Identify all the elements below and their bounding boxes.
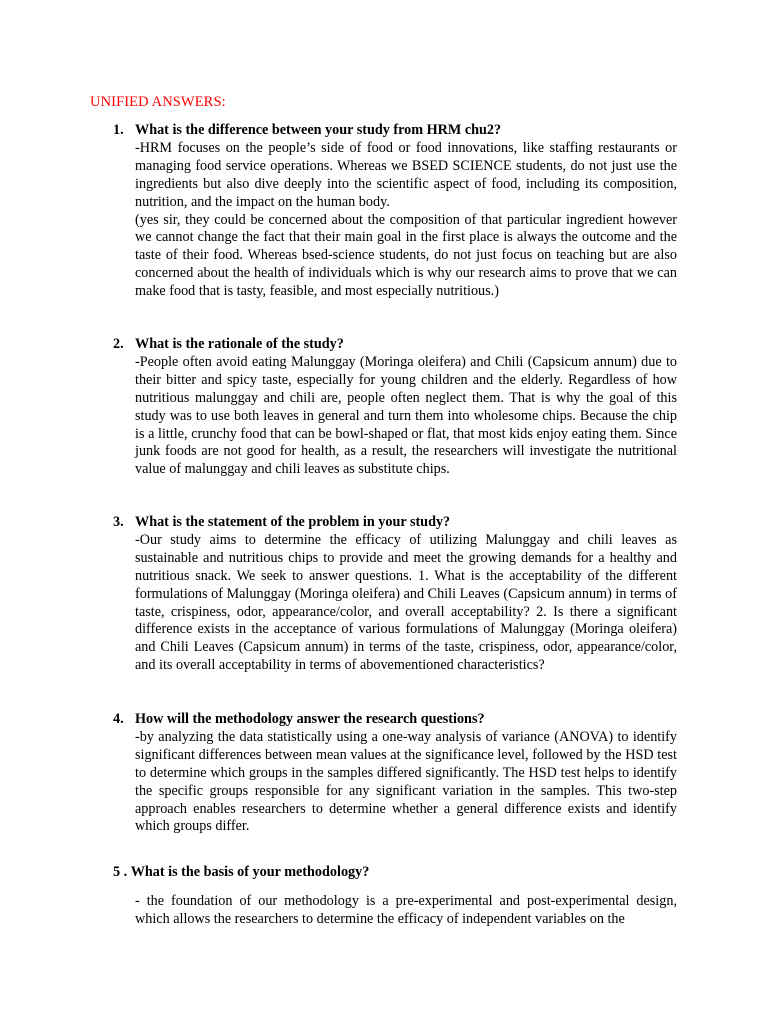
answer-paragraph: -People often avoid eating Malunggay (Moringa oleifera) and Chili (Capsicum annum) due to their bitter and spicy taste, especially for young children and the elderly. Regardless of how nutritious malunggay and chili are, people often neglect them. That is why the goal of this study was to use both leaves in general and turn them into wholesome chips. Because the chip is a little, crunchy food that can be bowl-shaped or flat, that most kids enjoy eating them. Since junk foods are not good for health, as a result, the researchers will investigate the nutritional value of malunggay and chili leaves as substitute chips. <box>135 353 677 478</box>
question-number: 2. <box>113 336 124 352</box>
question-heading <box>113 864 677 882</box>
question-number: 3. <box>113 514 124 530</box>
answer-body <box>135 893 677 929</box>
question-1 <box>113 122 677 301</box>
answer-paragraph: - the foundation of our methodology is a pre-experimental and post-experimental design, which allows the researchers to determine the efficacy of independent variables on the <box>135 892 677 927</box>
question-3 <box>113 514 677 675</box>
answer-paragraph: -Our study aims to determine the efficacy of utilizing Malunggay and chili leaves as sustainable and nutritious chips to provide and meet the growing demands for a healthy and nutritious snack. We seek to answer questions. 1. What is the acceptability of the different formulations of Malunggay (Moringa oleifera) and Chili Leaves (Capsicum annum) in terms of taste, crispiness, odor, appearance/color, and overall acceptability? 2. Is there a significant difference exists in the acceptance of various formulations of Malunggay (Moringa oleifera) and Chili Leaves (Capsicum annum) in terms of the taste, crispiness, odor, appearance/color, and its overall acceptability in terms of abovementioned characteristics? <box>135 531 677 674</box>
answer-body <box>135 140 677 301</box>
question-title: What is the difference between your study from HRM chu2? <box>135 122 502 138</box>
answer-paragraph: -by analyzing the data statistically using a one-way analysis of variance (ANOVA) to identify significant differences between mean values at the significance level, followed by the HSD test to determine which groups in the samples differed significantly. The HSD test helps to identify the specific groups responsible for any significant variation in the samples. This two-step approach enables researchers to determine whether a general difference exists and identify which groups differ. <box>135 728 677 835</box>
question-4 <box>113 711 677 836</box>
question-title: What is the statement of the problem in your study? <box>135 514 451 530</box>
answer-body <box>135 354 677 479</box>
question-5 <box>113 864 677 929</box>
question-title: How will the methodology answer the research questions? <box>135 711 485 727</box>
answer-body <box>135 729 677 836</box>
question-title: What is the basis of your methodology? <box>130 864 370 880</box>
question-number: 1. <box>113 122 124 138</box>
document-heading: UNIFIED ANSWERS: <box>90 94 226 110</box>
answer-paragraph: -HRM focuses on the people’s side of food or food innovations, like staffing restaurants or managing food service operations. Whereas we BSED SCIENCE students, do not just use the ingredients but also dive deeply into the scientific aspect of food, including its composition, nutrition, and the impact on the human body. <box>135 139 677 210</box>
question-number: 5 . <box>113 864 128 880</box>
answer-paragraph: (yes sir, they could be concerned about the composition of that particular ingredient however we cannot change the fact that their main goal in the first place is always the outcome and the taste of their food. Whereas bsed-science students, do not just focus on teaching but are also concerned about the health of individuals which is why our research aims to prove that we can make food that is tasty, feasible, and most especially nutritious.) <box>135 211 677 300</box>
answer-body <box>135 532 677 675</box>
question-title: What is the rationale of the study? <box>135 336 344 352</box>
question-number: 4. <box>113 711 124 727</box>
question-2 <box>113 336 677 479</box>
